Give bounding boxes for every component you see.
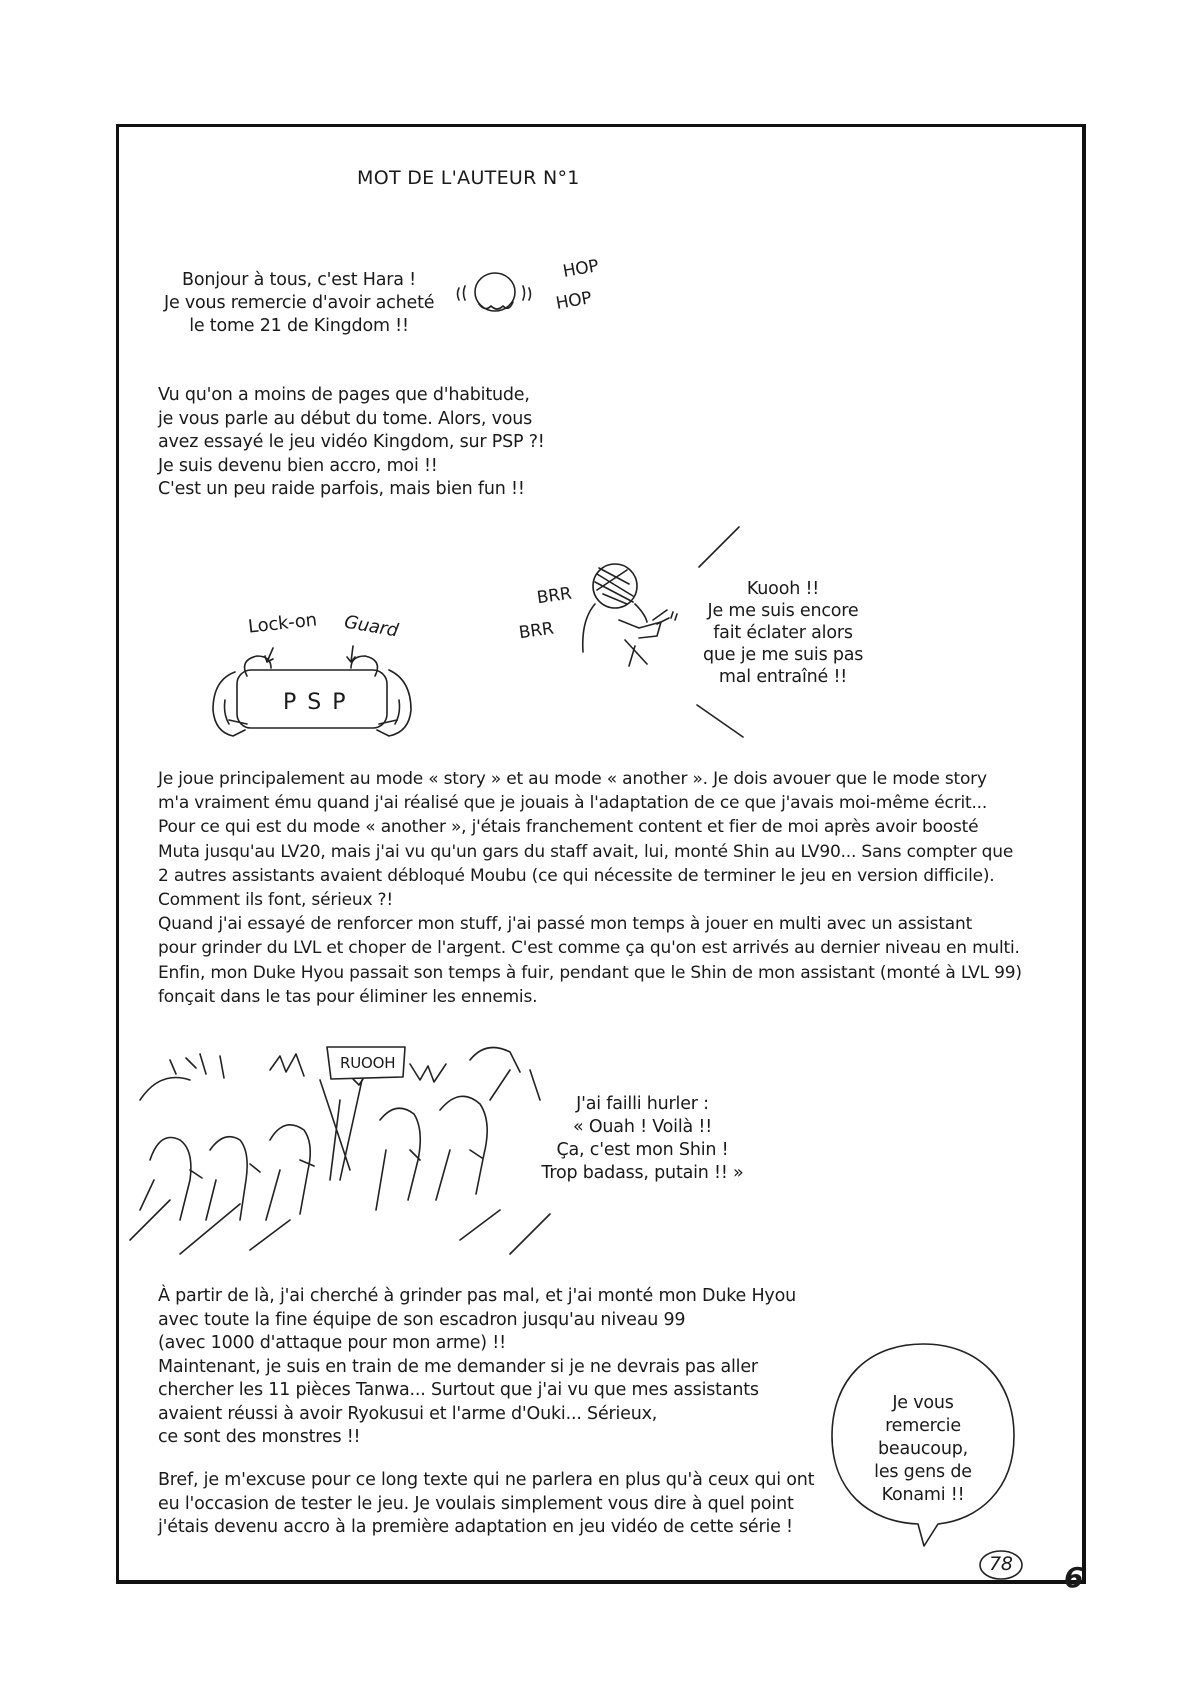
text-line: Je joue principalement au mode « story » et au mode « another ». Je dois avouer que le mode story — [158, 769, 987, 789]
sfx-hop-top: HOP — [561, 256, 601, 282]
text-line: Quand j'ai essayé de renforcer mon stuff, j'ai passé mon temps à jouer en multi avec un assistant — [158, 914, 973, 935]
text-line: eu l'occasion de tester le jeu. Je voulais simplement vous dire à quel point — [158, 1493, 794, 1514]
text-line: m'a vraiment ému quand j'ai réalisé que je jouais à l'adaptation de ce que j'avais moi-même écrit... — [158, 793, 988, 814]
label-lock-on: Lock-on — [247, 609, 318, 638]
text-line: Bref, je m'excuse pour ce long texte qui ne parlera en plus qu'à ceux qui ont — [158, 1470, 815, 1490]
page-number: 6 — [1064, 1561, 1084, 1594]
bubble-line: remercie — [885, 1416, 961, 1436]
thanks-text — [858, 1392, 988, 1507]
speech-line: Je me suis encore — [707, 601, 859, 621]
sfx-ruooh: RUOOH — [340, 1054, 396, 1072]
paragraph-psp-intro — [158, 384, 545, 502]
intro-line: Bonjour à tous, c'est Hara ! — [182, 270, 416, 290]
text-line: j'étais devenu accro à la première adaptation en jeu vidéo de cette série ! — [158, 1517, 793, 1537]
text-line: Enfin, mon Duke Hyou passait son temps à fuir, pendant que le Shin de mon assistant (monté à LVL 99) — [158, 962, 1022, 983]
paragraph-game-modes — [158, 767, 1022, 1009]
hopping-head-drawing — [455, 268, 535, 328]
bubble-line: les gens de — [874, 1462, 972, 1482]
text-line: À partir de là, j'ai cherché à grinder pas mal, et j'ai monté mon Duke Hyou — [158, 1286, 796, 1306]
page-title: MOT DE L'AUTEUR N°1 — [357, 167, 580, 189]
text-line: (avec 1000 d'attaque pour mon arme) !! — [158, 1333, 506, 1353]
speech-line: que je me suis pas — [703, 645, 864, 665]
bubble-line: beaucoup, — [878, 1439, 968, 1459]
psp-device-label: P S P — [283, 690, 348, 715]
text-line: Je suis devenu bien accro, moi !! — [158, 455, 438, 476]
label-guard: Guard — [342, 611, 400, 642]
speech-line: fait éclater alors — [713, 623, 853, 643]
paragraph-conclusion — [158, 1469, 814, 1540]
text-line: avez essayé le jeu vidéo Kingdom, sur PSP ?! — [158, 432, 545, 452]
text-line: Muta jusqu'au LV20, mais j'ai vu qu'un gars du staff avait, lui, monté Shin au LV90... Sans compter que — [158, 841, 1014, 862]
text-line: ce sont des monstres !! — [158, 1427, 361, 1447]
text-line: 2 autres assistants avaient débloqué Moubu (ce qui nécessite de terminer le jeu en version difficile). — [158, 865, 995, 886]
text-line: Vu qu'on a moins de pages que d'habitude, — [158, 385, 530, 405]
text-line: fonçait dans le tas pour éliminer les ennemis. — [158, 986, 538, 1007]
text-line: avec toute la fine équipe de son escadron jusqu'au niveau 99 — [158, 1309, 686, 1330]
signature: 78 — [989, 1553, 1013, 1575]
caption-line: « Ouah ! Voilà !! — [572, 1117, 713, 1137]
intro-line: Je vous remercie d'avoir acheté — [164, 293, 435, 313]
paragraph-grinding — [158, 1285, 796, 1450]
text-line: chercher les 11 pièces Tanwa... Surtout que j'ai vu que mes assistants — [158, 1380, 759, 1400]
frustrated-player-drawing — [575, 560, 695, 690]
speech-line: Kuooh !! — [746, 579, 820, 599]
text-line: Comment ils font, sérieux ?! — [158, 890, 393, 911]
kuooh-speech — [703, 578, 863, 688]
caption-line: J'ai failli hurler : — [576, 1094, 709, 1114]
text-line: pour grinder du LVL et choper de l'argent. C'est comme ça qu'on est arrivés au dernier niveau en multi. — [158, 938, 1020, 959]
battle-caption — [540, 1093, 745, 1185]
speech-line: mal entraîné !! — [718, 667, 848, 687]
text-line: Pour ce qui est du mode « another », j'étais franchement content et fier de moi après avoir boosté — [158, 817, 979, 838]
intro-line: le tome 21 de Kingdom !! — [189, 316, 409, 336]
text-line: Maintenant, je suis en train de me demander si je ne devrais pas aller — [158, 1356, 758, 1377]
caption-line: Ça, c'est mon Shin ! — [556, 1140, 729, 1160]
sfx-brr-top: BRR — [535, 583, 573, 609]
bubble-line: Je vous — [892, 1393, 954, 1413]
caption-line: Trop badass, putain !! » — [541, 1163, 744, 1183]
text-line: C'est un peu raide parfois, mais bien fun !! — [158, 479, 525, 499]
sfx-hop-bottom: HOP — [554, 288, 594, 314]
text-line: je vous parle au début du tome. Alors, vous — [158, 408, 533, 429]
bubble-line: Konami !! — [881, 1485, 965, 1505]
intro-text — [164, 269, 434, 338]
sfx-brr-bottom: BRR — [517, 618, 555, 644]
text-line: avaient réussi à avoir Ryokusui et l'arme d'Ouki... Sérieux, — [158, 1403, 658, 1424]
